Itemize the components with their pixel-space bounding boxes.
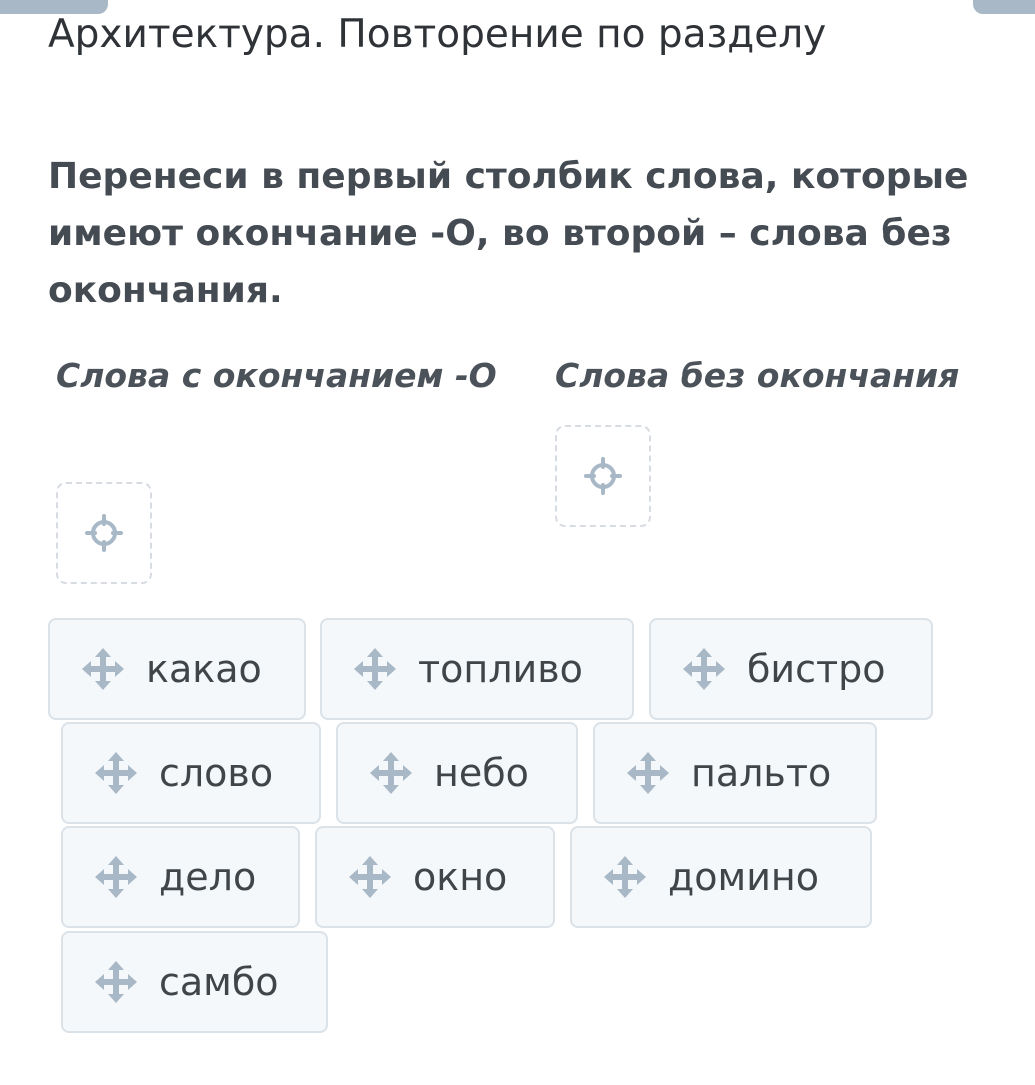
- word-card-bistro[interactable]: [649, 618, 933, 720]
- move-arrows-icon: [602, 854, 648, 900]
- move-arrows-icon: [625, 750, 671, 796]
- word-card-toplivo[interactable]: [320, 618, 634, 720]
- word-card-palto[interactable]: [593, 722, 877, 824]
- word-label: небо: [434, 751, 529, 795]
- word-card-slovo[interactable]: [61, 722, 321, 824]
- page-title: Архитектура. Повторение по разделу: [48, 12, 827, 57]
- word-card-domino[interactable]: [570, 826, 872, 928]
- word-label: бистро: [747, 647, 886, 691]
- move-arrows-icon: [368, 750, 414, 796]
- word-label: домино: [668, 855, 819, 899]
- crosshair-target-icon: [583, 456, 623, 496]
- crosshair-target-icon: [84, 513, 124, 553]
- move-arrows-icon: [681, 646, 727, 692]
- word-card-delo[interactable]: [61, 826, 300, 928]
- word-label: топливо: [418, 647, 583, 691]
- word-label: слово: [159, 751, 274, 795]
- move-arrows-icon: [347, 854, 393, 900]
- word-label: дело: [159, 855, 257, 899]
- word-label: какао: [146, 647, 262, 691]
- top-tab-right[interactable]: [973, 0, 1035, 14]
- word-card-okno[interactable]: [315, 826, 555, 928]
- word-card-sambo[interactable]: [61, 931, 328, 1033]
- column-heading-with-ending: Слова с окончанием -О: [56, 356, 497, 395]
- move-arrows-icon: [93, 959, 139, 1005]
- move-arrows-icon: [80, 646, 126, 692]
- move-arrows-icon: [93, 750, 139, 796]
- drop-zone-with-ending[interactable]: [56, 482, 152, 584]
- word-label: пальто: [691, 751, 832, 795]
- word-card-kakao[interactable]: [48, 618, 306, 720]
- word-label: самбо: [159, 960, 279, 1004]
- word-card-nebo[interactable]: [336, 722, 578, 824]
- move-arrows-icon: [93, 854, 139, 900]
- task-instruction: Перенеси в первый столбик слова, которые имеют окончание -О, во второй – слова без окончания.: [48, 156, 969, 311]
- column-heading-without-ending: Слова без окончания: [555, 356, 960, 395]
- move-arrows-icon: [352, 646, 398, 692]
- word-label: окно: [413, 855, 508, 899]
- drop-zone-without-ending[interactable]: [555, 425, 651, 527]
